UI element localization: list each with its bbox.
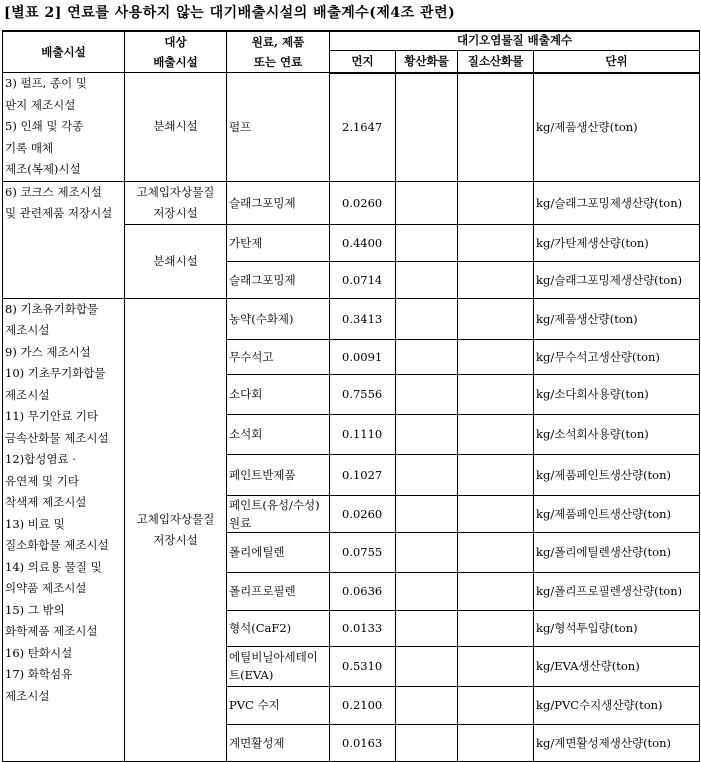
- unit-cell: kg/무수석고생산량(ton): [534, 339, 700, 374]
- sox-factor-cell: [396, 610, 458, 646]
- material-cell: 폴리에틸렌: [227, 532, 330, 572]
- header-target-line1: 대상: [164, 35, 187, 49]
- material-cell: 소다회: [227, 374, 330, 414]
- facility-line: 8) 기초유기화합물: [5, 301, 99, 316]
- dust-factor-cell: 0.7556: [330, 374, 396, 414]
- sox-factor-cell: [396, 414, 458, 454]
- sox-factor-cell: [396, 532, 458, 572]
- unit-cell: kg/EVA생산량(ton): [534, 646, 700, 686]
- target-facility-line: 분쇄시설: [153, 119, 198, 134]
- header-material: [227, 31, 330, 73]
- material-cell: 슬래그포밍제: [227, 181, 330, 224]
- facility-cell: [3, 298, 125, 761]
- header-material-line2: 또는 연료: [253, 55, 303, 69]
- header-emission-group: 대기오염물질 배출계수: [330, 31, 700, 50]
- emission-factor-table: [2, 30, 700, 762]
- facility-line: 16) 탄화시설: [5, 645, 73, 660]
- facility-line: 제조시설: [5, 688, 50, 703]
- header-unit: 단위: [534, 50, 700, 72]
- table-body: [3, 73, 700, 762]
- unit-cell: kg/제품생산량(ton): [534, 298, 700, 339]
- material-cell: 가탄제: [227, 224, 330, 261]
- material-cell: 계면활성제: [227, 724, 330, 761]
- header-sox: 황산화물: [396, 50, 458, 72]
- unit-cell: kg/형석투입량(ton): [534, 610, 700, 646]
- dust-factor-cell: 0.3413: [330, 298, 396, 339]
- nox-factor-cell: [458, 414, 534, 454]
- header-facility: 배출시설: [3, 31, 125, 73]
- dust-factor-cell: 0.0636: [330, 572, 396, 610]
- table-row: [3, 298, 700, 339]
- nox-factor-cell: [458, 224, 534, 261]
- sox-factor-cell: [396, 73, 458, 182]
- material-cell: 소석회: [227, 414, 330, 454]
- material-cell: 페인트(유성/수성)원료: [227, 495, 330, 532]
- material-cell: 페인트반제품: [227, 454, 330, 495]
- nox-factor-cell: [458, 454, 534, 495]
- unit-cell: kg/소석회사용량(ton): [534, 414, 700, 454]
- facility-line: 17) 화학섬유: [5, 667, 73, 681]
- dust-factor-cell: 0.4400: [330, 224, 396, 261]
- target-facility-line: 저장시설: [153, 205, 198, 220]
- facility-line: 3) 펄프, 종이 및: [5, 76, 87, 90]
- material-cell: PVC 수지: [227, 686, 330, 724]
- facility-line: 금속산화물 제조시설: [5, 430, 109, 445]
- nox-factor-cell: [458, 339, 534, 374]
- unit-cell: kg/제품페인트생산량(ton): [534, 454, 700, 495]
- facility-line: 13) 비료 및: [5, 516, 65, 531]
- material-cell: 펄프: [227, 73, 330, 182]
- facility-line: 질소화합물 제조시설: [5, 538, 109, 552]
- header-dust: 먼지: [330, 50, 396, 72]
- target-facility-line: 분쇄시설: [153, 253, 198, 268]
- page-title: [별표 2] 연료를 사용하지 않는 대기배출시설의 배출계수(제4조 관련): [4, 5, 456, 21]
- sox-factor-cell: [396, 181, 458, 224]
- nox-factor-cell: [458, 532, 534, 572]
- sox-factor-cell: [396, 646, 458, 686]
- unit-cell: kg/폴리프로필렌생산량(ton): [534, 572, 700, 610]
- material-cell: 폴리프로필렌: [227, 572, 330, 610]
- nox-factor-cell: [458, 73, 534, 182]
- unit-cell: kg/폴리에틸렌생산량(ton): [534, 532, 700, 572]
- facility-line: 제조(복제)시설: [5, 162, 81, 176]
- dust-factor-cell: 0.0163: [330, 724, 396, 761]
- sox-factor-cell: [396, 495, 458, 532]
- dust-factor-cell: 0.0260: [330, 181, 396, 224]
- dust-factor-cell: 0.0755: [330, 532, 396, 572]
- facility-line: 11) 무기안료 기타: [5, 409, 99, 423]
- dust-factor-cell: 0.2100: [330, 686, 396, 724]
- facility-line: 및 관련제품 저장시설: [5, 206, 113, 220]
- facility-line: 착색제 제조시설: [5, 495, 87, 509]
- facility-cell: [3, 181, 125, 298]
- unit-cell: kg/슬래그포밍제생산량(ton): [534, 181, 700, 224]
- dust-factor-cell: 0.1110: [330, 414, 396, 454]
- nox-factor-cell: [458, 646, 534, 686]
- unit-cell: kg/가탄제생산량(ton): [534, 224, 700, 261]
- target-facility-line: 고체입자상물질: [136, 184, 215, 199]
- dust-factor-cell: 2.1647: [330, 73, 396, 182]
- facility-line: 유연제 및 기타: [5, 473, 79, 488]
- facility-line: 5) 인쇄 및 각종: [5, 119, 84, 133]
- nox-factor-cell: [458, 261, 534, 298]
- dust-factor-cell: 0.0260: [330, 495, 396, 532]
- unit-cell: kg/계면활성제생산량(ton): [534, 724, 700, 761]
- facility-line: 판지 제조시설: [5, 97, 76, 112]
- material-cell: 형석(CaF2): [227, 610, 330, 646]
- table-row: [3, 73, 700, 182]
- nox-factor-cell: [458, 495, 534, 532]
- header-target: [125, 31, 227, 73]
- material-cell: 농약(수화제): [227, 298, 330, 339]
- dust-factor-cell: 0.0091: [330, 339, 396, 374]
- sox-factor-cell: [396, 261, 458, 298]
- sox-factor-cell: [396, 572, 458, 610]
- facility-line: 6) 코크스 제조시설: [5, 184, 102, 199]
- facility-line: 12)합성염료 ·: [5, 452, 76, 466]
- dust-factor-cell: 0.1027: [330, 454, 396, 495]
- facility-line: 제조시설: [5, 387, 50, 402]
- facility-line: 제조시설: [5, 323, 50, 337]
- material-cell: 슬래그포밍제: [227, 261, 330, 298]
- facility-line: 9) 가스 제조시설: [5, 344, 91, 359]
- target-facility-cell: [125, 73, 227, 182]
- sox-factor-cell: [396, 724, 458, 761]
- nox-factor-cell: [458, 610, 534, 646]
- nox-factor-cell: [458, 686, 534, 724]
- facility-line: 15) 그 밖의: [5, 602, 65, 617]
- material-cell: 에틸비닐아세테이트(EVA): [227, 646, 330, 686]
- sox-factor-cell: [396, 686, 458, 724]
- unit-cell: kg/제품페인트생산량(ton): [534, 495, 700, 532]
- facility-line: 10) 기초무기화합물: [5, 366, 106, 380]
- header-nox: 질소산화물: [458, 50, 534, 72]
- header-material-line1: 원료, 제품: [251, 35, 305, 49]
- target-facility-line: 저장시설: [153, 532, 198, 547]
- nox-factor-cell: [458, 298, 534, 339]
- dust-factor-cell: 0.0714: [330, 261, 396, 298]
- nox-factor-cell: [458, 724, 534, 761]
- unit-cell: kg/PVC수지생산량(ton): [534, 686, 700, 724]
- target-facility-cell: [125, 224, 227, 298]
- sox-factor-cell: [396, 298, 458, 339]
- dust-factor-cell: 0.5310: [330, 646, 396, 686]
- header-target-line2: 배출시설: [153, 55, 198, 69]
- sox-factor-cell: [396, 374, 458, 414]
- table-row: [3, 181, 700, 224]
- dust-factor-cell: 0.0133: [330, 610, 396, 646]
- material-cell: 무수석고: [227, 339, 330, 374]
- unit-cell: kg/제품생산량(ton): [534, 73, 700, 182]
- sox-factor-cell: [396, 224, 458, 261]
- facility-line: 의약품 제조시설: [5, 581, 87, 595]
- nox-factor-cell: [458, 374, 534, 414]
- target-facility-cell: [125, 181, 227, 224]
- facility-line: 화학제품 제조시설: [5, 624, 98, 638]
- facility-line: 기록 매체: [5, 140, 54, 155]
- nox-factor-cell: [458, 181, 534, 224]
- nox-factor-cell: [458, 572, 534, 610]
- sox-factor-cell: [396, 339, 458, 374]
- unit-cell: kg/소다회사용량(ton): [534, 374, 700, 414]
- facility-cell: [3, 73, 125, 182]
- facility-line: 14) 의료용 물질 및: [5, 559, 102, 574]
- target-facility-cell: [125, 298, 227, 761]
- sox-factor-cell: [396, 454, 458, 495]
- target-facility-line: 고체입자상물질: [136, 511, 215, 526]
- unit-cell: kg/슬래그포밍제생산량(ton): [534, 261, 700, 298]
